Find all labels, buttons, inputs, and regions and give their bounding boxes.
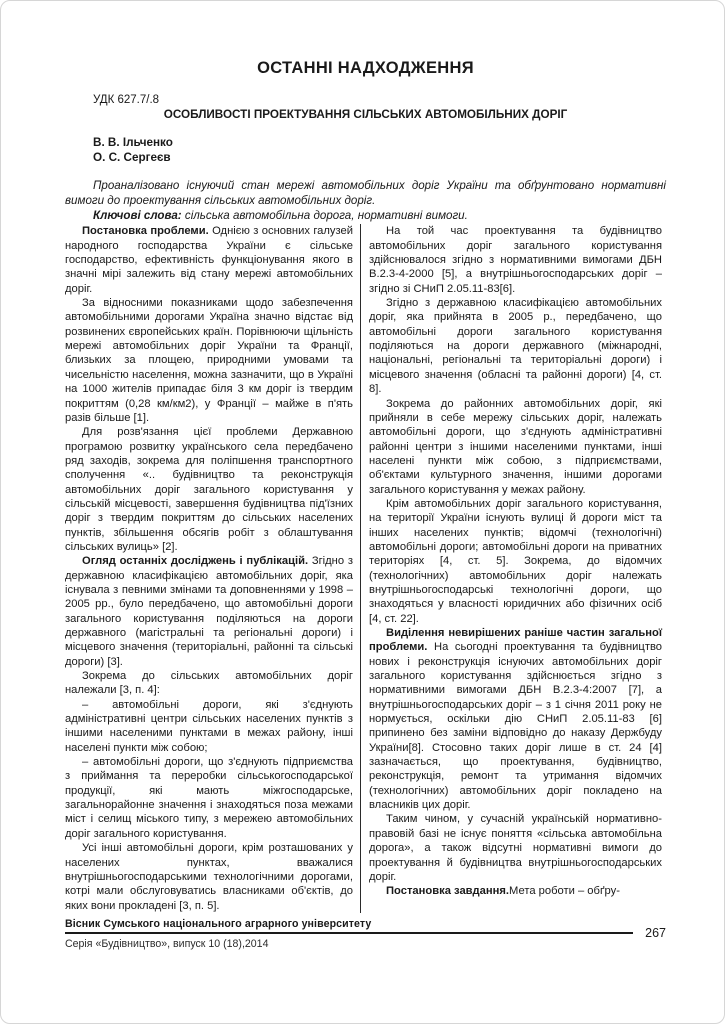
- section-title: ОСТАННІ НАДХОДЖЕННЯ: [257, 59, 474, 77]
- paragraph: На той час проектування та будівництво автомобільних доріг загального користування здійснювалося згідно з нормативними вимогами ДБН В.2.3-4-2000 [5], а внутрішньогосподарських доріг – згідно зі СНиП 2.05.11-83[6].: [369, 225, 662, 295]
- paragraph: За відносними показниками щодо забезпечення автомобільними дорогами Україна значно відстає від розвинених європейських країн. Порівнюючи щільність мережі автомобільних доріг України та Франції, близьких за площею, природними умовами та чисельністю населення, можна зазначити, що в Україні на 1000 жителів припадає біля 3 км доріг із твердим покриттям (0,28 км/км2), у Франції – майже в п'ять разів більше [1].: [65, 297, 353, 424]
- paragraph: Зокрема до районних автомобільних доріг, які прийняли в себе мережу сільських доріг, належать автомобільні дороги, що з'єднують адміністративні районні центри з іншими населеними пунктами, інші населені пункти між собою, з підприємствами, об'єктами культурного значення, іншими дорогами загального користування у межах району.: [369, 397, 662, 496]
- paragraph: Огляд останніх досліджень і публікацій. Згідно з державною класифікацією автомобільних доріг, яка існувала з певними змінами та доповненнями у 1998 – 2005 рр., було передбачено, що автомобільні дороги загального користування поділяються на дороги державного (магістральні та регіональні дороги) і місцевого значення (територіальні, районні та сільські дороги) [3].: [65, 555, 353, 668]
- paragraph-lead: Виділення невирішених раніше частин загальної проблеми.: [369, 627, 662, 654]
- paragraph: – автомобільні дороги, які з'єднують адміністративні центри сільських населених пунктів з іншими населеними пунктами в межах району, інші населені пункти між собою;: [65, 698, 353, 754]
- paragraph: Таким чином, у сучасній українській нормативно-правовій базі не існує поняття «сільська автомобільна дорога», а також відсутні нормативні вимоги до проектування й будівництва внутрішньогосподарських доріг.: [369, 813, 662, 883]
- column-right: [361, 224, 662, 913]
- author-name: О. С. Сергеєв: [93, 151, 171, 164]
- footer-series-issue: Серія «Будівництво», випуск 10 (18),2014: [65, 937, 269, 950]
- paragraph: Згідно з державною класифікацією автомобільних доріг, яка прийнята в 2005 р., передбачено, що автомобільні дороги загального користування поділяються на дороги державного (міжнародні, національні, регіональні та територіальні дороги) і місцевого значення (обласні та районні дороги) [4, ст. 8].: [369, 297, 662, 396]
- author-name: В. В. Ільченко: [93, 136, 173, 149]
- page-number: 267: [645, 925, 666, 940]
- paragraph: Усі інші автомобільні дороги, крім розташованих у населених пунктах, вважалися внутрішньогосподарськими технологічними дорогами, котрі мали обслуговуватись власниками об'єктів, до яких вони прокладені [3, п. 5].: [65, 842, 353, 912]
- paragraph: Крім автомобільних доріг загального користування, на території України існують вулиці й дороги міст та інших населених пунктів; відомчі (технологічні) автомобільні дороги; автомобільні дороги на приватних територіях [4, ст. 5]. Зокрема, до відомчих (технологічних) автомобільних доріг належать внутрішньогосподарські технологічні дороги, що знаходяться у власності юридичних або фізичних осіб [4, ст. 22].: [369, 497, 662, 625]
- authors-block: [93, 135, 666, 165]
- abstract-text: Проаналізовано існуючий стан мережі автомобільних доріг України та обґрунтовано нормативні вимоги до проектування сільських автомобільних доріг.: [65, 179, 666, 207]
- paragraph: Виділення невирішених раніше частин загальної проблеми. На сьогодні проектування та будівництво нових і реконструкція існуючих автомобільних доріг загального користування здійснюється згідно з нормативними вимогами ДБН В.2.3-4:2007 [7], а внутрішньогосподарських доріг – з 1 січня 2011 року не нормується, оскільки дію СНиП 2.05.11-83 [6] припинено без заміни відповідно до наказу Держбуду України[8]. Стосовно таких доріг лише в ст. 24 [4] зазначається, що проектування, будівництво, реконструкція, ремонт та утримання відомчих (технологічних) автомобільних доріг покладено на власників цих доріг.: [369, 627, 663, 812]
- article-title: ОСОБЛИВОСТІ ПРОЕКТУВАННЯ СІЛЬСЬКИХ АВТОМОБІЛЬНИХ ДОРІГ: [163, 108, 568, 121]
- paragraph: Для розв'язання цієї проблеми Державною програмою розвитку українського села передбачено ряд заходів, зокрема для поліпшення транспортного сполучення «.. будівництво та реконструкція автомобільних доріг загального користування у сільській місцевості, завершення будівництва під'їзних доріг з твердим покриттям до сільських населених пунктів, збільшення обсягів робіт з облаштування сільських вулиць» [2].: [65, 426, 353, 553]
- paragraph-lead: Постановка завдання.: [386, 885, 510, 898]
- udc-code: УДК 627.7/.8: [93, 94, 160, 106]
- keywords-line: [65, 209, 666, 224]
- column-left: [65, 224, 360, 913]
- paragraph: Постановка завдання.Мета роботи – обґру-: [386, 885, 620, 898]
- paragraph-lead: Постановка проблеми.: [82, 225, 213, 238]
- paragraph: Постановка проблеми. Однією з основних галузей народного господарства України є сільське господарство, ефективність функціонування якого в значні мірі залежить від стану мережі автомобільних доріг.: [65, 225, 353, 295]
- paragraph: Зокрема до сільських автомобільних доріг належали [3, п. 4]:: [65, 670, 353, 697]
- paragraph: – автомобільні дороги, що з'єднують підприємства з приймання та переробки сільськогосподарської продукції, які мають міжгосподарське, загальнорайонне значення і знаходяться поза межами міст і селищ міського типу, з мережею автомобільних доріг загального користування.: [65, 756, 353, 840]
- paragraph-lead: Огляд останніх досліджень і публікацій.: [82, 555, 312, 568]
- keywords-text: сільська автомобільна дорога, нормативні вимоги.: [181, 208, 468, 222]
- footer-journal-title: Вісник Сумського національного аграрного університету: [65, 917, 372, 930]
- page-footer: [65, 918, 666, 950]
- footer-rule: [65, 932, 633, 934]
- keywords-label: Ключові слова:: [93, 208, 182, 222]
- two-column-body: [65, 224, 666, 913]
